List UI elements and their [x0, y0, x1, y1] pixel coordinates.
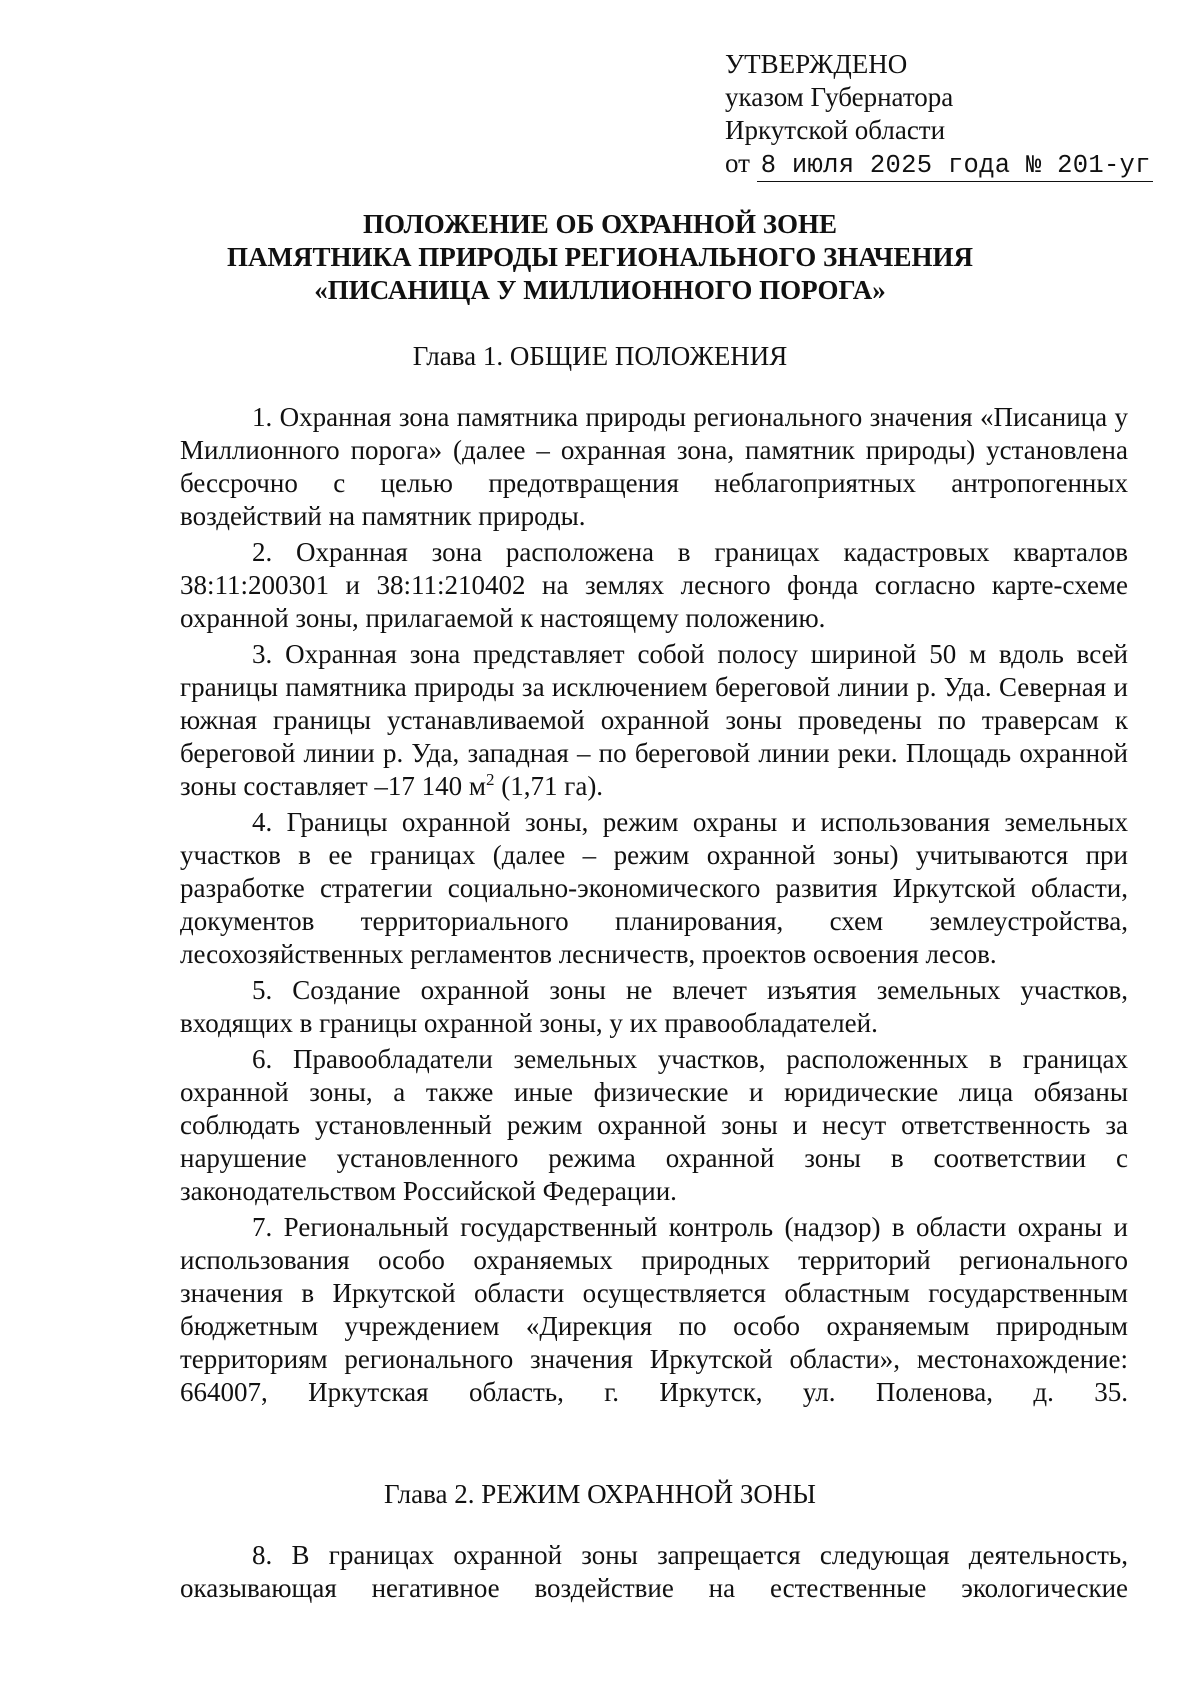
paragraph-6: 6. Правообладатели земельных участков, расположенных в границах охранной зоны, а также иные физические и юридические лица обязаны соблюдать установленный режим охранной зоны и несут ответственность за нарушение установленного режима охранной зоны в соответствии с законодательством Российской Федерации.	[180, 1044, 1128, 1206]
paragraph-5: 5. Создание охранной зоны не влечет изъятия земельных участков, входящих в границы охранной зоны, у их правообладателей.	[180, 975, 1128, 1038]
chapter-1-body	[180, 401, 1128, 1409]
square-superscript: 2	[486, 770, 495, 789]
title-line-3: «ПИСАНИЦА У МИЛЛИОННОГО ПОРОГА»	[314, 275, 886, 305]
chapter-2-body	[180, 1539, 1128, 1605]
paragraph-2: 2. Охранная зона расположена в границах кадастровых кварталов 38:11:200301 и 38:11:210402 на землях лесного фонда согласно карте-схеме охранной зоны, прилагаемой к настоящему положению.	[180, 537, 1128, 633]
paragraph-7: 7. Региональный государственный контроль (надзор) в области охраны и использования особо охраняемых природных территорий регионального значения в Иркутской области осуществляется областным государственным бюджетным учреждением «Дирекция по особо охраняемым природным территориям регионального значения Иркутской области», местонахождение: 664007, Иркутская область, г. Иркутск, ул. Поленова, д. 35.	[180, 1212, 1128, 1407]
approval-heading: УТВЕРЖДЕНО	[725, 49, 908, 79]
approval-stamp	[725, 48, 1153, 182]
paragraph-1: 1. Охранная зона памятника природы регионального значения «Писаница у Миллионного порога» (далее – охранная зона, памятник природы) установлена бессрочно с целью предотвращения неблагоприятных антропогенных воздействий на памятник природы.	[180, 402, 1128, 531]
paragraph-3	[180, 638, 1128, 803]
chapter-1-heading: Глава 1. ОБЩИЕ ПОЛОЖЕНИЯ	[412, 341, 788, 371]
approval-date-line	[725, 147, 1153, 182]
approval-date-value: 8 июля 2025 года № 201-уг	[757, 151, 1153, 182]
chapter-2-heading: Глава 2. РЕЖИМ ОХРАННОЙ ЗОНЫ	[384, 1479, 816, 1509]
approval-decree: указом Губернатора	[725, 82, 954, 112]
approval-region: Иркутской области	[725, 115, 946, 145]
document-title	[0, 208, 1200, 307]
title-line-2: ПАМЯТНИКА ПРИРОДЫ РЕГИОНАЛЬНОГО ЗНАЧЕНИЯ	[226, 242, 974, 272]
paragraph-4: 4. Границы охранной зоны, режим охраны и использования земельных участков в ее границах (далее – режим охранной зоны) учитываются при разработке стратегии социально-экономического развития Иркутской области, документов территориального планирования, схем землеустройства, лесохозяйственных регламентов лесничеств, проектов освоения лесов.	[180, 807, 1128, 969]
paragraph-3-main: 3. Охранная зона представляет собой полосу шириной 50 м вдоль всей границы памятника природы за исключением береговой линии р. Уда. Северная и южная границы устанавливаемой охранной зоны проведены по траверсам к береговой линии р. Уда, западная – по береговой линии реки. Площадь охранной зоны составляет –17 140 м	[180, 639, 1128, 801]
paragraph-3-tail: (1,71 га).	[494, 771, 604, 801]
title-line-1: ПОЛОЖЕНИЕ ОБ ОХРАННОЙ ЗОНЕ	[362, 209, 838, 239]
paragraph-8: 8. В границах охранной зоны запрещается следующая деятельность, оказывающая негативное воздействие на естественные экологические	[180, 1540, 1128, 1603]
approval-date-prefix: от	[725, 148, 750, 178]
